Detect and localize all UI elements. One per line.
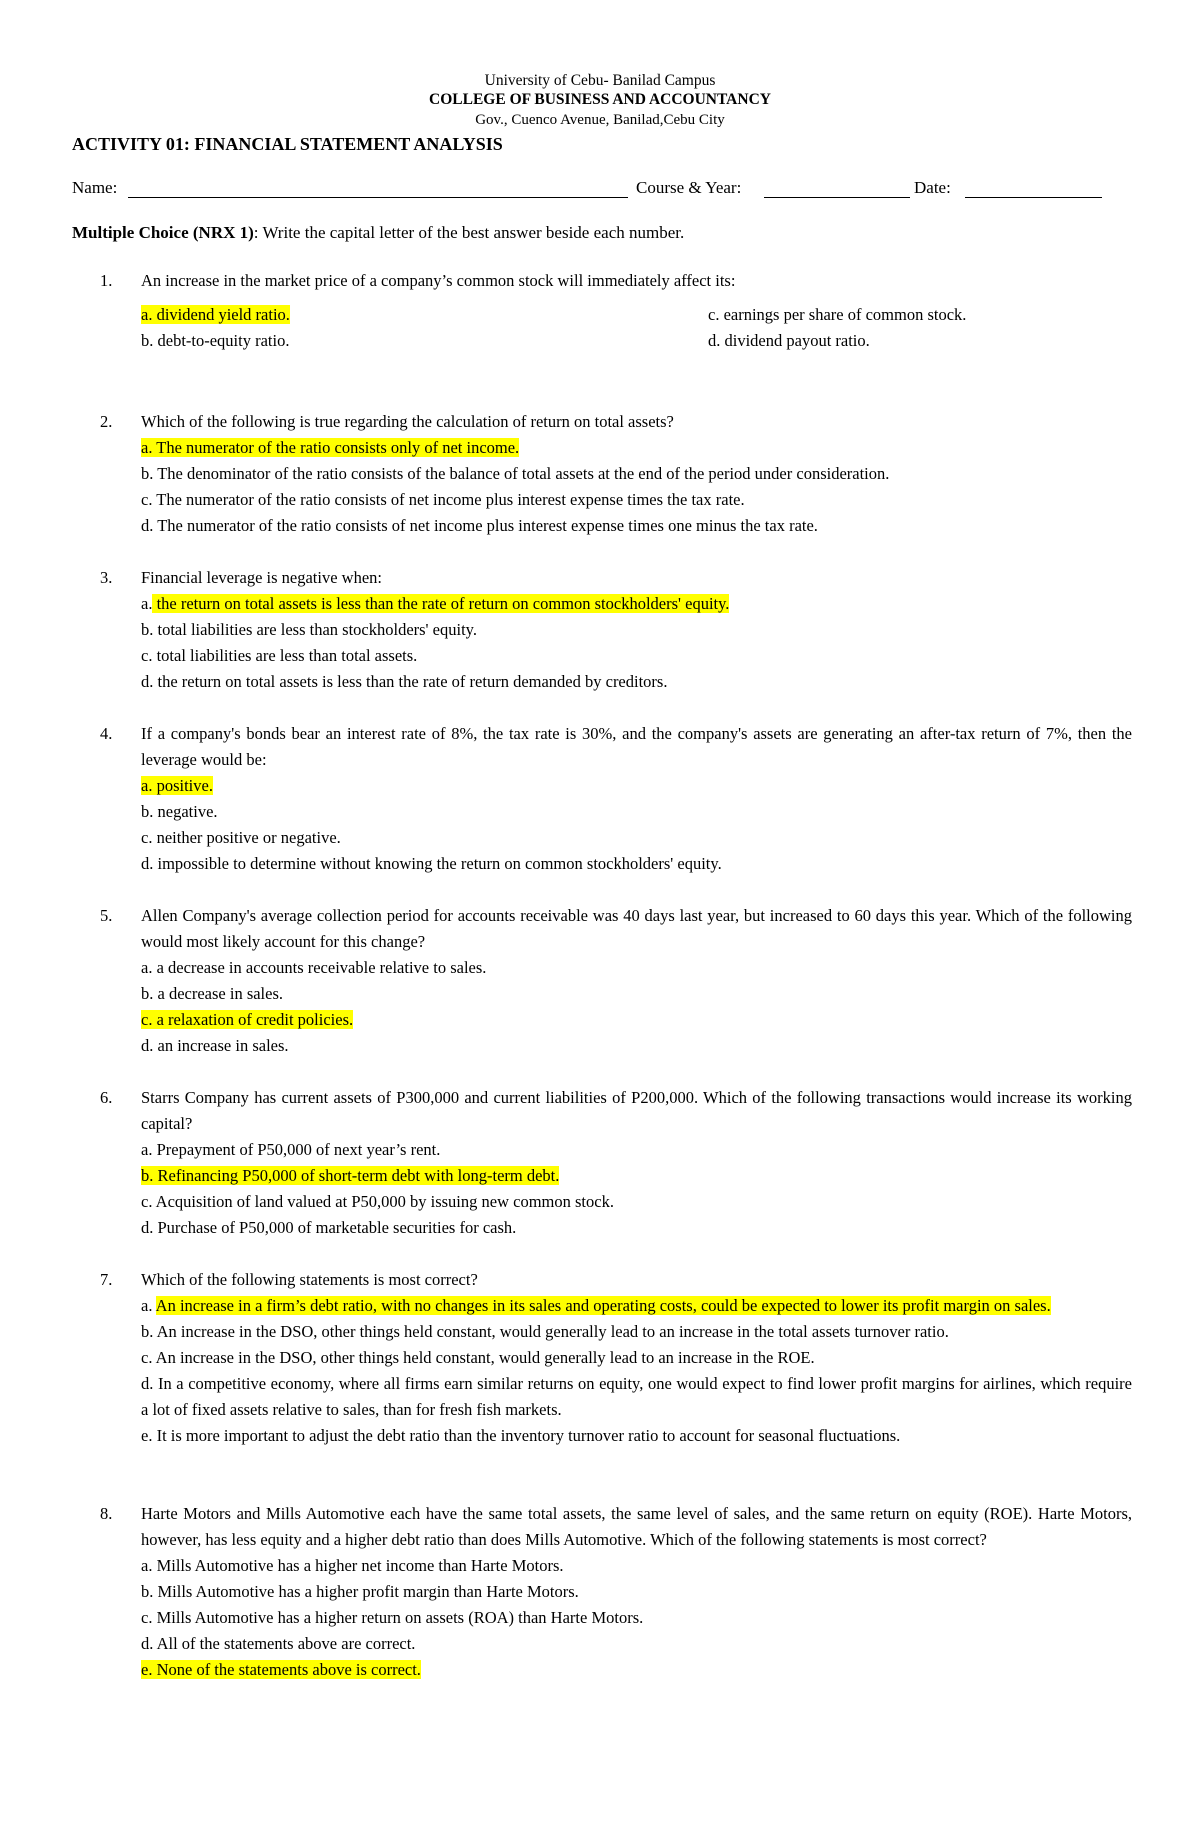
option-a[interactable]: a. a decrease in accounts receivable relative to sales. <box>141 958 487 977</box>
name-blank[interactable] <box>128 197 628 198</box>
option-letter: a. <box>141 1296 153 1315</box>
option-c[interactable]: c. earnings per share of common stock. <box>708 305 967 324</box>
option-b[interactable]: b. a decrease in sales. <box>141 984 284 1003</box>
option-c[interactable]: c. An increase in the DSO, other things held constant, would generally lead to an increase in the ROE. <box>141 1348 815 1367</box>
question-text: Financial leverage is negative when: <box>141 568 382 587</box>
name-label: Name: <box>72 178 118 197</box>
campus-address: Gov., Cuenco Avenue, Banilad,Cebu City <box>475 112 725 128</box>
university-name: University of Cebu- Banilad Campus <box>484 72 716 89</box>
option-c[interactable]: c. Mills Automotive has a higher return on assets (ROA) than Harte Motors. <box>141 1608 644 1627</box>
question-number: 7. <box>100 1270 113 1289</box>
question-text: Harte Motors and Mills Automotive each have the same total assets, the same level of sales, and the same return on equity (ROE). Harte Motors, however, has less equity and a higher debt ratio than does Mills Automotive. Which of the following statements is most correct? <box>141 1504 1132 1549</box>
question-text: Allen Company's average collection period for accounts receivable was 40 days last year, but increased to 60 days this year. Which of the following would most likely account for this change? <box>141 906 1132 951</box>
instructions <box>72 222 684 244</box>
question-number: 5. <box>100 906 113 925</box>
answer-highlight: c. a relaxation of credit policies. <box>141 1010 354 1029</box>
instructions-heading: Multiple Choice (NRX 1) <box>72 223 254 242</box>
question-text: Which of the following statements is most correct? <box>141 1270 478 1289</box>
question-number: 3. <box>100 568 113 587</box>
question-number: 4. <box>100 724 113 743</box>
option-b[interactable]: b. Mills Automotive has a higher profit margin than Harte Motors. <box>141 1582 579 1601</box>
student-info-line <box>72 178 1132 204</box>
option-d[interactable]: d. an increase in sales. <box>141 1036 289 1055</box>
option-b[interactable] <box>141 1163 1132 1189</box>
option-c[interactable]: c. total liabilities are less than total assets. <box>141 646 418 665</box>
option-a[interactable] <box>141 591 1132 617</box>
option-d[interactable]: d. dividend payout ratio. <box>708 331 870 350</box>
option-a[interactable] <box>141 1293 1132 1319</box>
option-c[interactable]: c. The numerator of the ratio consists of net income plus interest expense times the tax rate. <box>141 490 745 509</box>
option-d[interactable]: d. Purchase of P50,000 of marketable securities for cash. <box>141 1218 517 1237</box>
answer-highlight: a. The numerator of the ratio consists only of net income. <box>141 438 520 457</box>
question-number: 1. <box>100 271 113 290</box>
option-d[interactable]: d. the return on total assets is less than the rate of return demanded by creditors. <box>141 672 668 691</box>
answer-highlight <box>152 594 729 613</box>
answer-highlight: b. Refinancing P50,000 of short-term debt with long-term debt. <box>141 1166 560 1185</box>
answer-highlight: a. positive. <box>141 776 213 795</box>
answer-text: the return on total assets is less than the rate of return on common stockholders' equity. <box>156 594 730 613</box>
options-grid <box>141 302 1132 354</box>
option-b[interactable]: b. negative. <box>141 802 218 821</box>
question-text: An increase in the market price of a company’s common stock will immediately affect its: <box>141 271 736 290</box>
option-b[interactable]: b. debt-to-equity ratio. <box>141 331 290 350</box>
course-year-label: Course & Year: <box>636 178 742 197</box>
option-b[interactable]: b. An increase in the DSO, other things held constant, would generally lead to an increase in the total assets turnover ratio. <box>141 1322 949 1341</box>
option-a[interactable] <box>141 302 290 328</box>
option-a[interactable] <box>141 435 1132 461</box>
course-year-blank[interactable] <box>764 197 910 198</box>
instructions-text: : Write the capital letter of the best answer beside each number. <box>253 223 685 242</box>
option-a[interactable] <box>141 773 1132 799</box>
answer-highlight: e. None of the statements above is correct. <box>141 1660 421 1679</box>
option-d[interactable]: d. The numerator of the ratio consists of net income plus interest expense times one minus the tax rate. <box>141 516 818 535</box>
question-text: If a company's bonds bear an interest rate of 8%, the tax rate is 30%, and the company's assets are generating an after-tax return of 7%, then the leverage would be: <box>141 724 1132 769</box>
question-number: 6. <box>100 1088 113 1107</box>
option-d[interactable]: d. All of the statements above are correct. <box>141 1634 416 1653</box>
date-label: Date: <box>914 178 951 197</box>
option-c[interactable] <box>141 1007 1132 1033</box>
question-text: Which of the following is true regarding the calculation of return on total assets? <box>141 412 674 431</box>
question-number: 8. <box>100 1504 113 1523</box>
option-a[interactable]: a. Mills Automotive has a higher net income than Harte Motors. <box>141 1556 564 1575</box>
option-letter: a. <box>141 594 153 613</box>
option-d[interactable]: d. impossible to determine without knowing the return on common stockholders' equity. <box>141 854 722 873</box>
option-c[interactable]: c. neither positive or negative. <box>141 828 341 847</box>
question-number: 2. <box>100 412 113 431</box>
option-e[interactable] <box>141 1657 1132 1683</box>
option-b[interactable]: b. total liabilities are less than stockholders' equity. <box>141 620 477 639</box>
date-blank[interactable] <box>965 197 1102 198</box>
answer-highlight: An increase in a firm’s debt ratio, with no changes in its sales and operating costs, could be expected to lower its profit margin on sales. <box>155 1296 1051 1315</box>
option-c[interactable]: c. Acquisition of land valued at P50,000 by issuing new common stock. <box>141 1192 614 1211</box>
option-d[interactable]: d. In a competitive economy, where all firms earn similar returns on equity, one would expect to find lower profit margins for airlines, which require a lot of fixed assets relative to sales, than for fresh fish markets. <box>141 1374 1132 1419</box>
question-text: Starrs Company has current assets of P300,000 and current liabilities of P200,000. Which of the following transactions would increase its working capital? <box>141 1088 1132 1133</box>
option-e[interactable]: e. It is more important to adjust the debt ratio than the inventory turnover ratio to account for seasonal fluctuations. <box>141 1426 901 1445</box>
college-name: COLLEGE OF BUSINESS AND ACCOUNTANCY <box>429 91 771 108</box>
option-b[interactable]: b. The denominator of the ratio consists of the balance of total assets at the end of the period under consideration. <box>141 464 890 483</box>
activity-title: ACTIVITY 01: FINANCIAL STATEMENT ANALYSIS <box>72 134 503 154</box>
answer-highlight: a. dividend yield ratio. <box>141 305 290 324</box>
option-a[interactable]: a. Prepayment of P50,000 of next year’s rent. <box>141 1140 441 1159</box>
